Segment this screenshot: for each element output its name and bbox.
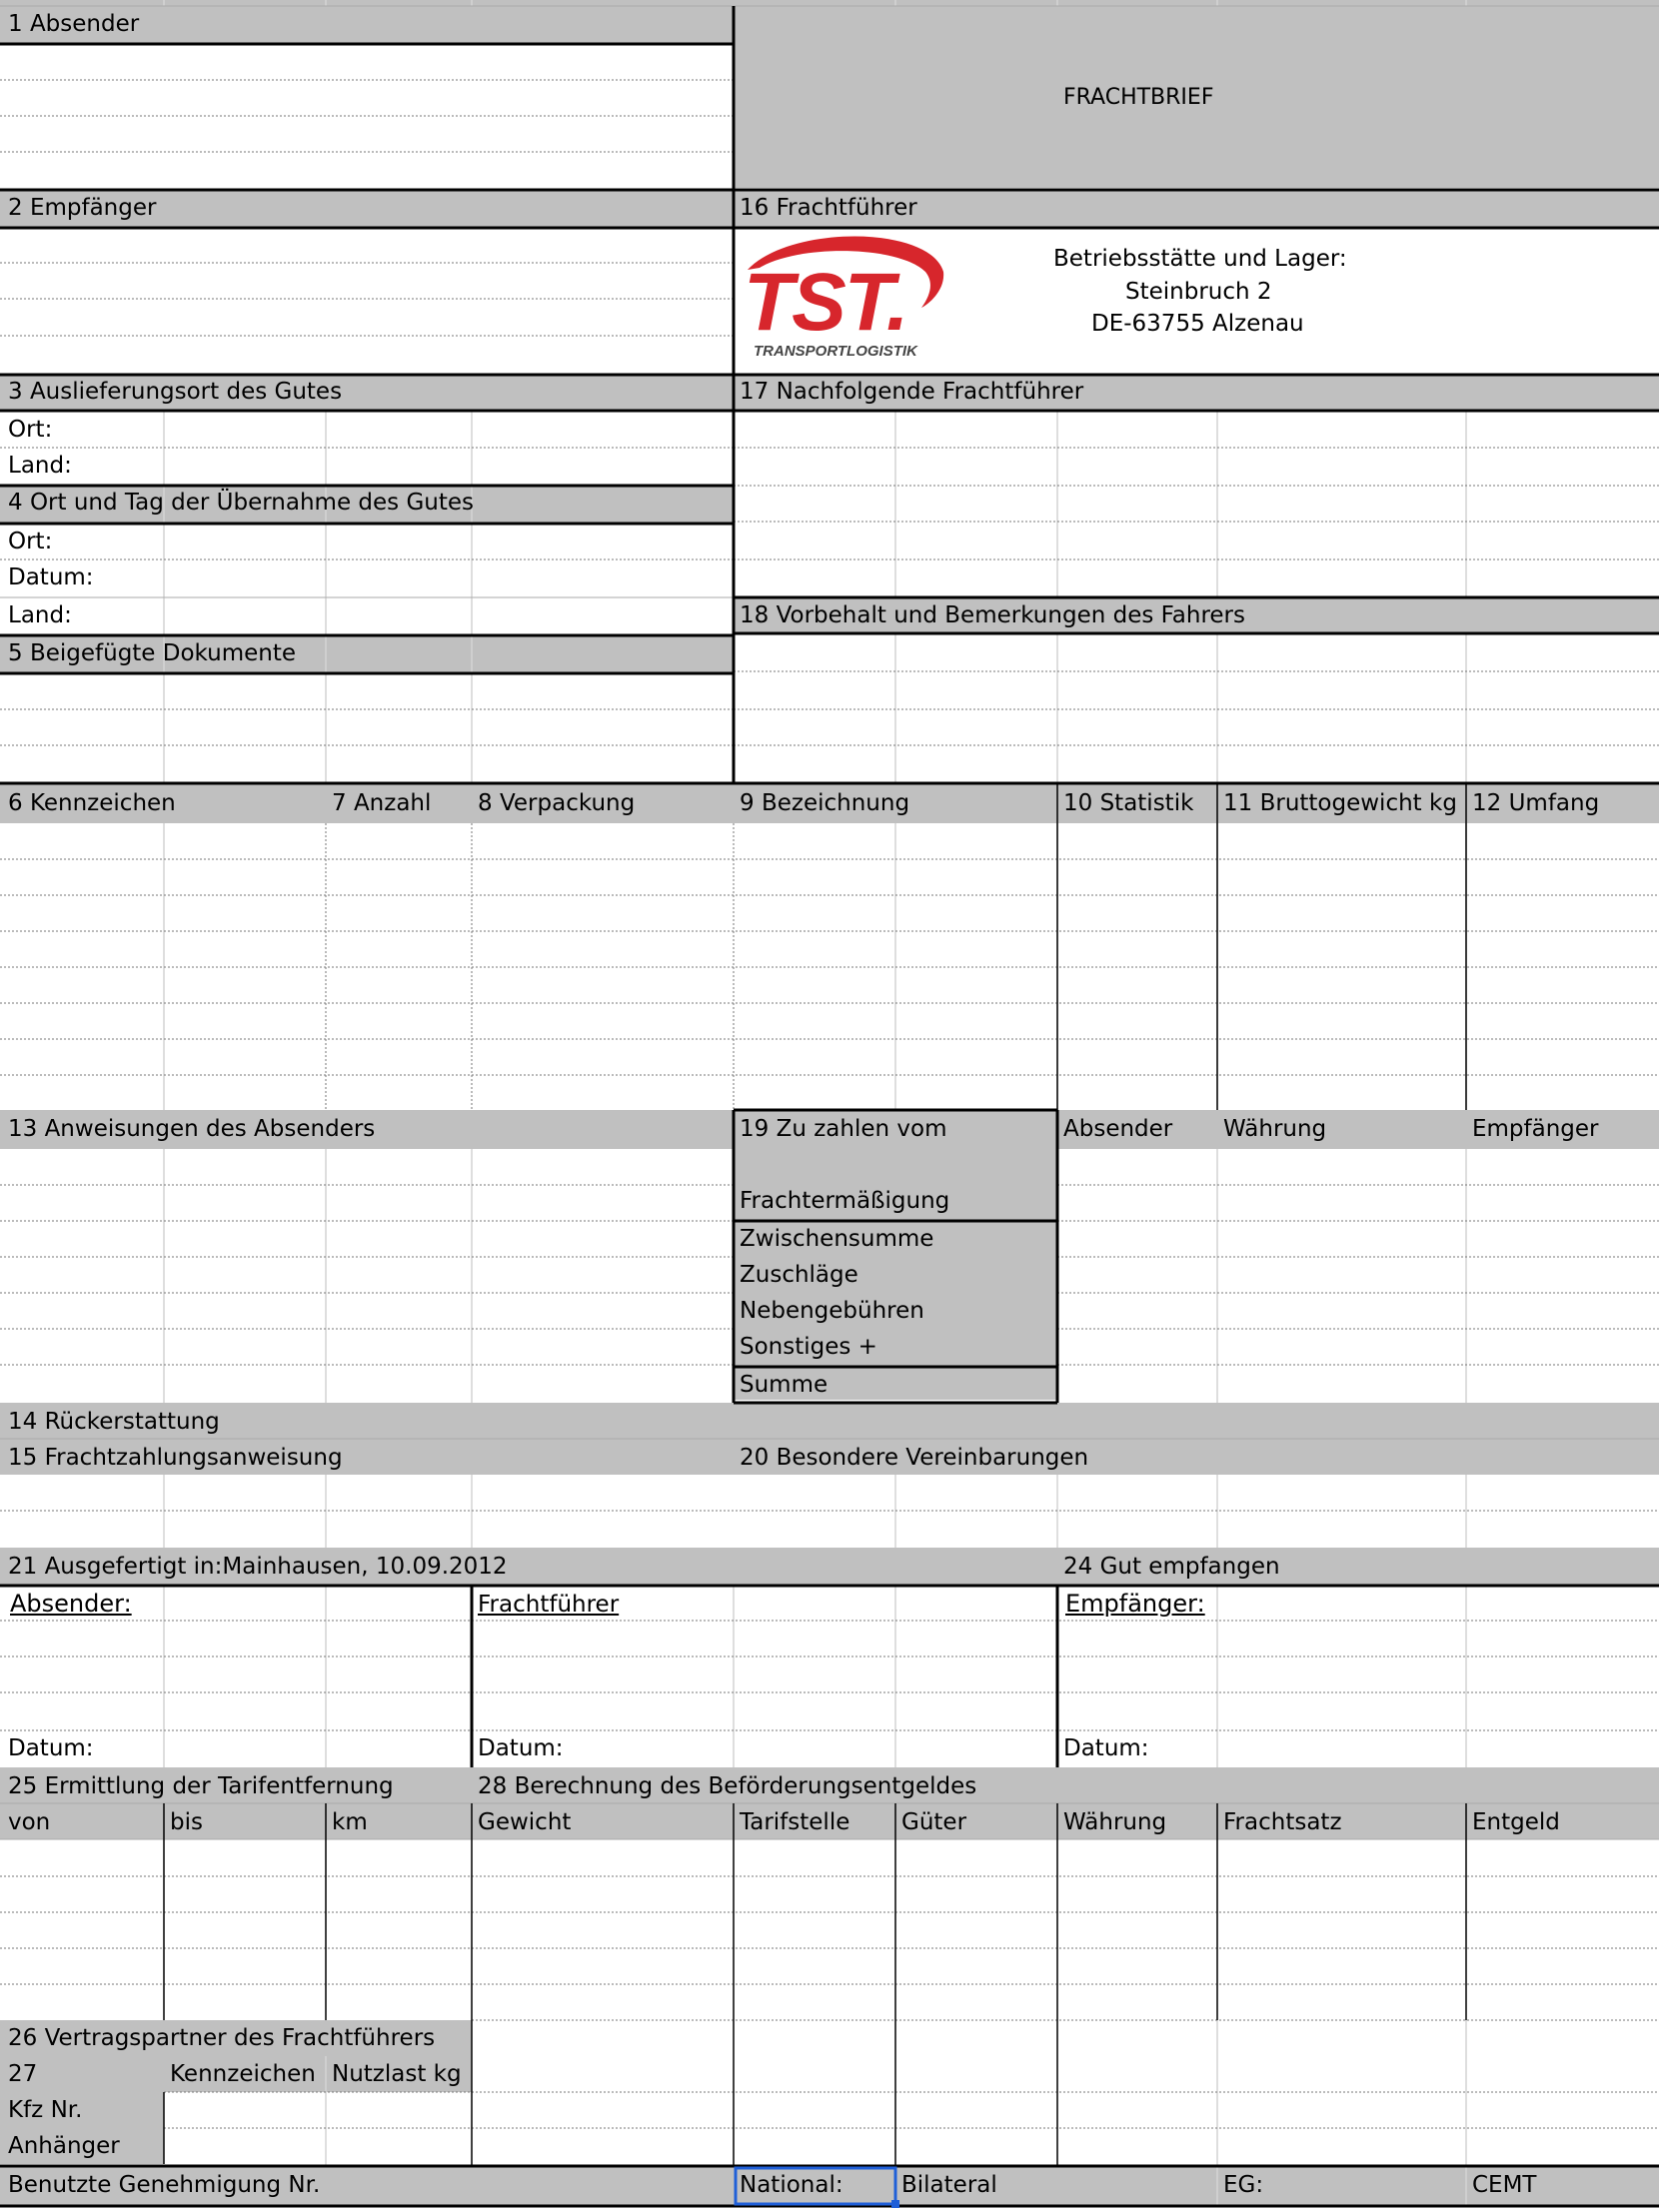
selection-handle[interactable] bbox=[891, 2200, 899, 2208]
tariff-col-gueter: Güter bbox=[901, 1809, 967, 1835]
carrier-address-line2: Steinbruch 2 bbox=[1125, 279, 1272, 305]
signature-datum-absender: Datum: bbox=[8, 1735, 94, 1761]
signature-frachtfuehrer-label: Frachtführer bbox=[478, 1592, 620, 1618]
tariff-col-entgeld: Entgeld bbox=[1472, 1809, 1560, 1835]
permit-cemt: CEMT bbox=[1472, 2172, 1537, 2198]
section-19-zu-zahlen: 19 Zu zahlen vom bbox=[740, 1116, 947, 1142]
goods-dotted-cols bbox=[326, 823, 472, 1110]
signature-datum-frachtfuehrer: Datum: bbox=[478, 1735, 564, 1761]
section-3-auslieferungsort: 3 Auslieferungsort des Gutes bbox=[8, 379, 343, 405]
col-12-umfang: 12 Umfang bbox=[1472, 790, 1600, 816]
s27-nutzlast: Nutzlast kg bbox=[332, 2061, 462, 2087]
s4-ort-label: Ort: bbox=[8, 529, 53, 554]
s19-waehrung: Währung bbox=[1223, 1116, 1327, 1142]
carrier-address-line3: DE-63755 Alzenau bbox=[1091, 311, 1304, 337]
logo-sub-text: TRANSPORTLOGISTIK bbox=[754, 343, 917, 360]
s27-kennzeichen: Kennzeichen bbox=[170, 2061, 316, 2087]
tariff-col-von: von bbox=[8, 1809, 51, 1835]
form-title: FRACHTBRIEF bbox=[1063, 85, 1214, 110]
section-5-dokumente: 5 Beigefügte Dokumente bbox=[8, 640, 297, 666]
permit-bilateral: Bilateral bbox=[901, 2172, 997, 2198]
pay-sonstiges: Sonstiges + bbox=[740, 1334, 877, 1360]
signature-empfaenger-label: Empfänger: bbox=[1065, 1590, 1205, 1618]
tariff-col-km: km bbox=[332, 1809, 368, 1835]
section-1-absender: 1 Absender bbox=[8, 11, 140, 37]
signature-datum-empfaenger: Datum: bbox=[1063, 1735, 1149, 1761]
section-17-nachfolgende: 17 Nachfolgende Frachtführer bbox=[740, 379, 1084, 405]
tariff-col-gewicht: Gewicht bbox=[478, 1809, 572, 1835]
carrier-address-line1: Betriebsstätte und Lager: bbox=[1053, 246, 1347, 272]
section-26-vertragspartner: 26 Vertragspartner des Frachtführers bbox=[8, 2025, 436, 2051]
s19-absender: Absender bbox=[1063, 1116, 1173, 1142]
tariff-col-tarifstelle: Tarifstelle bbox=[740, 1809, 850, 1835]
section-14-rueckerstattung: 14 Rückerstattung bbox=[8, 1409, 220, 1435]
section-28-befoerderungsentgeld: 28 Berechnung des Beförderungsentgeldes bbox=[478, 1773, 977, 1799]
s27-anhaenger: Anhänger bbox=[8, 2133, 120, 2159]
section-20-vereinbarungen: 20 Besondere Vereinbarungen bbox=[740, 1445, 1089, 1471]
permit-national[interactable]: National: bbox=[740, 2172, 843, 2198]
pay-zwischensumme: Zwischensumme bbox=[740, 1226, 934, 1252]
pay-frachtermaessigung: Frachtermäßigung bbox=[740, 1188, 950, 1214]
col-8-verpackung: 8 Verpackung bbox=[478, 790, 636, 816]
section-21-ausgefertigt: 21 Ausgefertigt in:Mainhausen, 10.09.2012 bbox=[8, 1554, 508, 1580]
section-2-empfaenger: 2 Empfänger bbox=[8, 195, 157, 221]
tariff-col-bis: bis bbox=[170, 1809, 203, 1835]
permit-label: Benutzte Genehmigung Nr. bbox=[8, 2172, 321, 2198]
pay-zuschlaege: Zuschläge bbox=[740, 1262, 858, 1288]
section-4-uebernahme: 4 Ort und Tag der Übernahme des Gutes bbox=[8, 490, 475, 516]
section-25-tarifentfernung: 25 Ermittlung der Tarifentfernung bbox=[8, 1773, 394, 1799]
tariff-col-frachtsatz: Frachtsatz bbox=[1223, 1809, 1342, 1835]
section-13-anweisungen: 13 Anweisungen des Absenders bbox=[8, 1116, 376, 1142]
s4-land-label: Land: bbox=[8, 602, 72, 628]
col-10-statistik: 10 Statistik bbox=[1063, 790, 1194, 816]
section-16-frachtfuehrer: 16 Frachtführer bbox=[740, 195, 917, 221]
col-7-anzahl: 7 Anzahl bbox=[332, 790, 432, 816]
s19-empfaenger: Empfänger bbox=[1472, 1116, 1599, 1142]
pay-nebengebuehren: Nebengebühren bbox=[740, 1298, 924, 1324]
signature-absender-label: Absender: bbox=[10, 1590, 132, 1618]
col-9-bezeichnung: 9 Bezeichnung bbox=[740, 790, 910, 816]
section-15-frachtzahlung: 15 Frachtzahlungsanweisung bbox=[8, 1445, 343, 1471]
s3-land-label: Land: bbox=[8, 453, 72, 479]
logo-main-text: TST. bbox=[744, 257, 907, 348]
col-11-bruttogewicht: 11 Bruttogewicht kg bbox=[1223, 790, 1457, 816]
section-27-label: 27 bbox=[8, 2061, 38, 2087]
col-6-kennzeichen: 6 Kennzeichen bbox=[8, 790, 176, 816]
s4-datum-label: Datum: bbox=[8, 564, 94, 590]
s27-kfz-nr: Kfz Nr. bbox=[8, 2097, 83, 2123]
section-18-vorbehalt: 18 Vorbehalt und Bemerkungen des Fahrers bbox=[740, 602, 1245, 628]
pay-summe: Summe bbox=[740, 1372, 829, 1398]
s3-ort-label: Ort: bbox=[8, 417, 53, 443]
tariff-col-waehrung: Währung bbox=[1063, 1809, 1167, 1835]
permit-eg: EG: bbox=[1223, 2172, 1264, 2198]
section-24-gut-empfangen: 24 Gut empfangen bbox=[1063, 1554, 1280, 1580]
